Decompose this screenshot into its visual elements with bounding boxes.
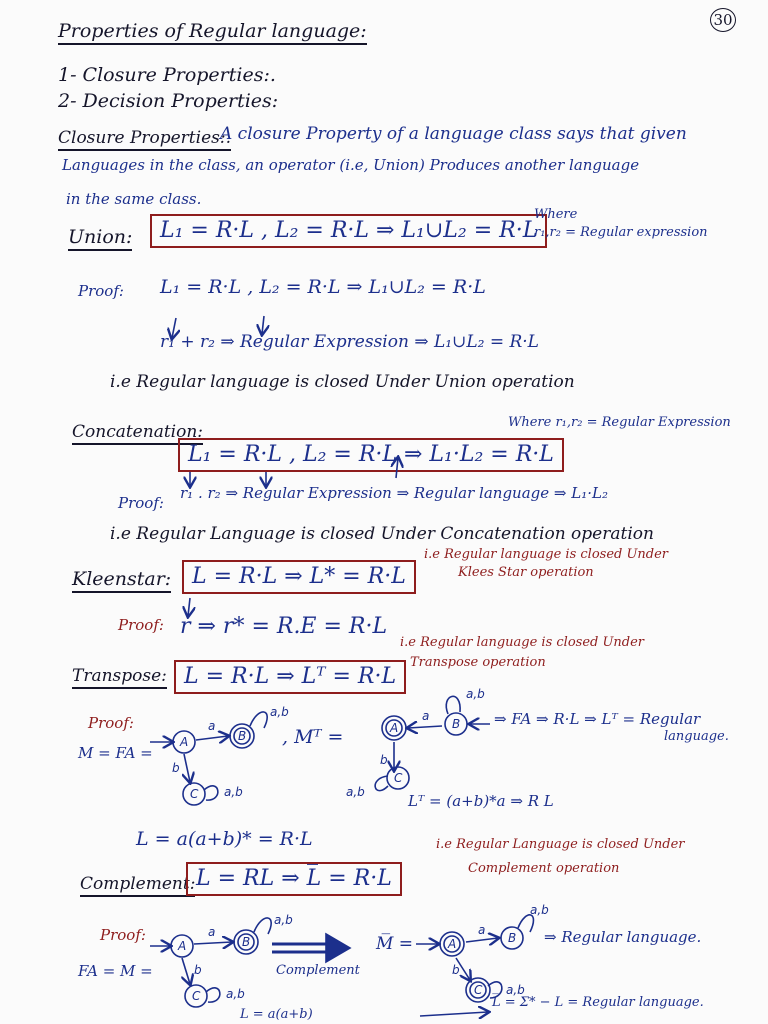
fa-edge-a-to-b bbox=[194, 942, 232, 944]
list-item-decision: 2- Decision Properties: bbox=[58, 90, 279, 112]
transpose-chain-end: language. bbox=[664, 729, 729, 744]
page-number-text: 30 bbox=[713, 11, 733, 29]
mbar-loop-c-label: a,b bbox=[506, 983, 525, 997]
mbar-edge-a-to-b bbox=[466, 938, 498, 942]
transpose-l-expr: L = a(a+b)* = R·L bbox=[136, 828, 313, 850]
union-proof-line2: r₁ + r₂ ⇒ Regular Expression ⇒ L₁∪L₂ = R·L bbox=[160, 332, 539, 352]
complement-bottom-arrow bbox=[420, 1012, 488, 1016]
union-heading: Union: bbox=[68, 228, 132, 251]
complement-arrow-label: Complement bbox=[276, 963, 360, 978]
complement-bottom-left: L = a(a+b) bbox=[240, 1007, 313, 1022]
mt-state-b-label: B bbox=[452, 717, 461, 731]
mbar-edge-a-label: a bbox=[478, 923, 486, 937]
m-edge-a-label: a bbox=[208, 719, 216, 733]
transpose-proof-label: Proof: bbox=[88, 714, 134, 732]
complement-box: L = RL ⇒ L̅ = R·L bbox=[186, 862, 402, 896]
closure-def-line1: A closure Property of a language class says that given bbox=[220, 124, 687, 144]
mt-loop-c-label: a,b bbox=[346, 785, 365, 799]
complement-proof-label: Proof: bbox=[100, 926, 146, 944]
fa-loop-b bbox=[254, 918, 271, 934]
transpose-note-line2: Transpose operation bbox=[410, 655, 546, 670]
mbar-edge-b-label: b bbox=[452, 963, 460, 977]
mt-loop-b bbox=[446, 696, 460, 714]
complement-mbar-label: M̅ = bbox=[376, 934, 414, 954]
fa-loop-c bbox=[206, 988, 220, 1002]
list-item-closure: 1- Closure Properties:. bbox=[58, 64, 276, 86]
m-edge-b-label: b bbox=[172, 761, 180, 775]
mt-state-c-label: C bbox=[394, 771, 403, 785]
concat-box: L₁ = R·L , L₂ = R·L ⇒ L₁·L₂ = R·L bbox=[178, 438, 564, 472]
concat-heading: Concatenation: bbox=[72, 424, 203, 445]
fa-state-c-label: C bbox=[192, 989, 201, 1003]
transpose-lt-expr: Lᵀ = (a+b)*a ⇒ R L bbox=[408, 792, 554, 810]
transpose-heading: Transpose: bbox=[72, 668, 167, 689]
fa-edge-a-label: a bbox=[208, 925, 216, 939]
fa-state-a-label: A bbox=[178, 939, 187, 953]
concat-statement: i.e Regular Language is closed Under Concatenation operation bbox=[110, 524, 654, 544]
mt-state-a-label: A bbox=[390, 721, 399, 735]
fa-loop-c-label: a,b bbox=[226, 987, 245, 1001]
m-state-b-label: B bbox=[238, 729, 247, 743]
mt-loop-b-label: a,b bbox=[466, 687, 485, 701]
mt-loop-c bbox=[375, 776, 388, 791]
mbar-loop-b bbox=[518, 915, 533, 932]
union-note-where: Where bbox=[534, 207, 578, 222]
complement-bottom-right: L̅ = Σ* − L = Regular language. bbox=[492, 995, 704, 1010]
concat-note: Where r₁,r₂ = Regular Expression bbox=[508, 415, 731, 430]
mbar-state-c-label: C bbox=[474, 983, 483, 997]
union-proof-label: Proof: bbox=[78, 282, 124, 300]
mt-edge-b-label: b bbox=[380, 753, 388, 767]
m-loop-c bbox=[204, 786, 218, 800]
fa-state-b-label: B bbox=[242, 935, 251, 949]
closure-heading: Closure Properties:. bbox=[58, 130, 231, 151]
kleene-proof-label: Proof: bbox=[118, 616, 164, 634]
union-proof-line1: L₁ = R·L , L₂ = R·L ⇒ L₁∪L₂ = R·L bbox=[160, 276, 486, 298]
kleene-box: L = R·L ⇒ L* = R·L bbox=[182, 560, 416, 594]
concat-proof-label: Proof: bbox=[118, 494, 164, 512]
union-arrow-down-1 bbox=[172, 318, 176, 338]
closure-def-line3: in the same class. bbox=[66, 190, 202, 208]
m-edge-a-to-b bbox=[196, 736, 228, 740]
fa-loop-b-label: a,b bbox=[274, 913, 293, 927]
kleene-proof-line: r ⇒ r* = R.E = R·L bbox=[180, 614, 388, 639]
mt-edge-a-label: a bbox=[422, 709, 430, 723]
concat-proof-line: r₁ . r₂ ⇒ Regular Expression ⇒ Regular language ⇒ L₁·L₂ bbox=[180, 484, 608, 502]
transpose-m-label: M = FA = bbox=[78, 744, 153, 762]
m-state-a-label: A bbox=[180, 735, 189, 749]
m-loop-c-label: a,b bbox=[224, 785, 243, 799]
union-statement: i.e Regular language is closed Under Union operation bbox=[110, 372, 575, 392]
complement-result: ⇒ Regular language. bbox=[544, 928, 702, 946]
m-edge-a-to-c bbox=[184, 754, 190, 782]
kleene-arrow-down bbox=[188, 598, 190, 616]
mt-edge-b-to-a bbox=[408, 726, 442, 728]
transpose-chain: ⇒ FA ⇒ R·L ⇒ Lᵀ = Regular bbox=[494, 710, 701, 728]
kleene-heading: Kleenstar: bbox=[72, 570, 171, 593]
complement-note-line1: i.e Regular Language is closed Under bbox=[436, 837, 685, 852]
union-box: L₁ = R·L , L₂ = R·L ⇒ L₁∪L₂ = R·L bbox=[150, 214, 547, 248]
m-loop-b bbox=[250, 712, 267, 728]
concat-arrow-up bbox=[396, 458, 398, 478]
page-title: Properties of Regular language: bbox=[58, 22, 367, 45]
m-loop-b-label: a,b bbox=[270, 705, 289, 719]
kleene-note-line2: Klees Star operation bbox=[458, 565, 594, 580]
fa-edge-b-label: b bbox=[194, 963, 202, 977]
complement-fa-label: FA = M = bbox=[78, 962, 153, 980]
mbar-state-a-label: A bbox=[448, 937, 457, 951]
union-note-regex: r₁,r₂ = Regular expression bbox=[534, 225, 708, 240]
complement-heading: Complement: bbox=[80, 876, 195, 897]
m-state-c-label: C bbox=[190, 787, 199, 801]
union-arrow-down-2 bbox=[262, 316, 264, 334]
transpose-box: L = R·L ⇒ Lᵀ = R·L bbox=[174, 660, 406, 694]
mbar-loop-b-label: a,b bbox=[530, 903, 549, 917]
closure-def-line2: Languages in the class, an operator (i.e, Union) Produces another language bbox=[62, 156, 640, 174]
complement-big-arrow bbox=[272, 944, 330, 952]
mbar-state-b-label: B bbox=[508, 931, 517, 945]
transpose-mt-label: , Mᵀ = bbox=[282, 726, 344, 748]
transpose-note-line1: i.e Regular language is closed Under bbox=[400, 635, 645, 650]
complement-note-line2: Complement operation bbox=[468, 861, 620, 876]
complement-big-arrowhead bbox=[326, 934, 350, 962]
fa-edge-a-to-c bbox=[182, 958, 190, 984]
kleene-note-line1: i.e Regular language is closed Under bbox=[424, 547, 669, 562]
